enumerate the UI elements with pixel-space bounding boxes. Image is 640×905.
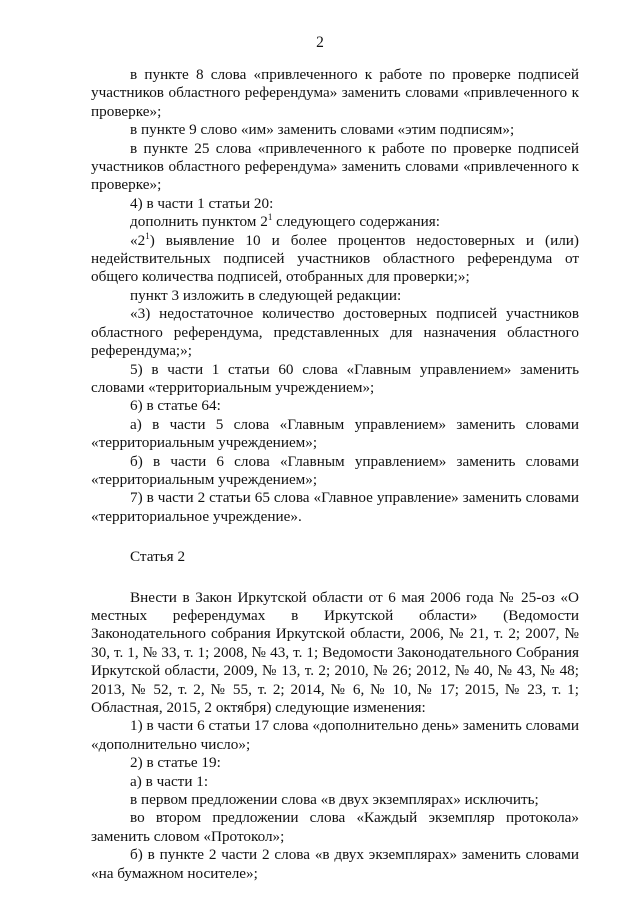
paragraph: в пункте 9 слово «им» заменить словами «этим подписям»;	[130, 121, 515, 139]
page-number: 2	[316, 34, 324, 51]
paragraph	[91, 232, 579, 287]
paragraph: 4) в части 1 статьи 20:	[130, 194, 274, 212]
paragraph-text: ) выявление 10 и более процентов недостоверных и (или) недействительных подписей участников областного референдума от общего количества подписей, отобранных для проверки;»;	[91, 231, 579, 286]
paragraph: в пункте 25 слова «привлеченного к работе по проверке подписей участников областного референдума» заменить словами «привлеченного к проверке»;	[91, 139, 579, 194]
paragraph: 6) в статье 64:	[130, 397, 221, 415]
superscript: 1	[267, 212, 273, 223]
paragraph-text: «2	[130, 231, 146, 249]
paragraph: пункт 3 изложить в следующей редакции:	[130, 286, 402, 304]
paragraph: б) в пункте 2 части 2 слова «в двух экземплярах» заменить словами «на бумажном носителе»;	[91, 846, 579, 882]
paragraph: а) в части 5 слова «Главным управлением» заменить словами «территориальным учреждением»;	[91, 415, 579, 452]
paragraph: а) в части 1:	[130, 772, 209, 790]
superscript: 1	[145, 230, 150, 241]
document-body	[91, 66, 579, 883]
paragraph: в пункте 8 слова «привлеченного к работе по проверке подписей участников областного референдума» заменить словами «привлеченного к проверке»;	[91, 66, 579, 120]
paragraph: в первом предложении слова «в двух экземплярах» исключить;	[130, 791, 539, 809]
paragraph: 1) в части 6 статьи 17 слова «дополнительно день» заменить словами «дополнительно число»;	[91, 717, 579, 753]
paragraph: б) в части 6 слова «Главным управлением» заменить словами «территориальным учреждением»;	[91, 452, 579, 488]
paragraph: Внести в Закон Иркутской области от 6 мая 2006 года № 25-оз «О местных референдумах в Иркутской области» (Ведомости Законодательного собрания Иркутской области, 2006, № 21, т. 2; 2007, № 30, т. 1, № 33, т. 1; 2008, № 43, т. 1; Ведомости Законодательного Собрания Иркутской области, 2009, № 13, т. 2; 2010, № 26; 2012, № 40, № 43, № 48; 2013, № 52, т. 2, № 55, т. 2; 2014, № 6, № 10, № 17; 2015, № 23, т. 1; Областная, 2015, 2 октября) следующие изменения:	[91, 588, 579, 716]
article-heading: Статья 2	[130, 548, 186, 566]
paragraph: «3) недостаточное количество достоверных подписей участников областного референдума, представленных для назначения областного референдума;»;	[91, 305, 579, 360]
paragraph: во втором предложении слова «Каждый экземпляр протокола» заменить словом «Протокол»;	[91, 809, 579, 845]
paragraph: 2) в статье 19:	[130, 754, 221, 772]
paragraph: 7) в части 2 статьи 65 слова «Главное управление» заменить словами «территориальное учреждение».	[91, 489, 579, 525]
paragraph: 5) в части 1 статьи 60 слова «Главным управлением» заменить словами «территориальным учреждением»;	[91, 360, 579, 396]
paragraph	[91, 213, 579, 231]
paragraph-text: дополнить пунктом 2	[130, 213, 268, 231]
paragraph-text: следующего содержания:	[272, 213, 440, 231]
